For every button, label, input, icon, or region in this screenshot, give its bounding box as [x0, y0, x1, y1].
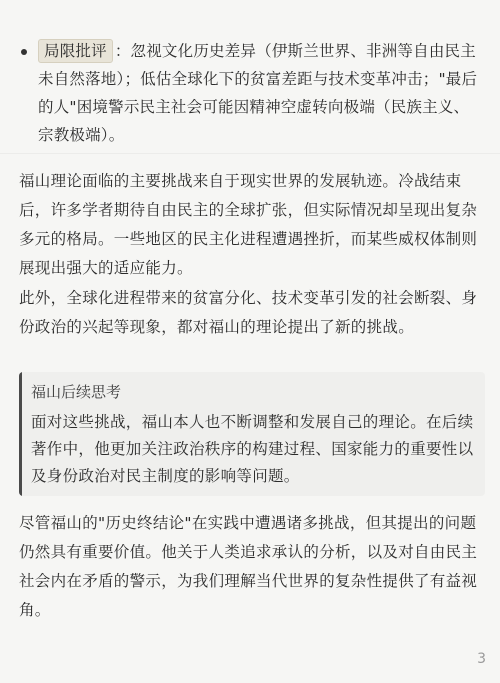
callout-body: 面对这些挑战，福山本人也不断调整和发展自己的理论。在后续著作中，他更加关注政治秩序的构建过程、国家能力的重要性以及身份政治对民主制度的影响等问题。	[31, 413, 474, 485]
paragraph-conclusion: 尽管福山的"历史终结论"在实践中遭遇诸多挑战，但其提出的问题仍然具有重要价值。他关于人类追求承认的分析，以及对自由民主社会内在矛盾的警示，为我们理解当代世界的复杂性提供了有益视角。	[19, 514, 478, 619]
highlight-tag: 局限批评	[38, 39, 113, 63]
callout-box	[19, 372, 485, 496]
page-number: 3	[477, 651, 486, 667]
bullet-dot-icon	[21, 49, 27, 55]
callout-accent-bar	[19, 372, 22, 496]
paragraph-globalization: 此外，全球化进程带来的贫富分化、技术变革引发的社会断裂、身份政治的兴起等现象，都对福山的理论提出了新的挑战。	[19, 289, 478, 336]
section-divider	[0, 153, 500, 154]
callout-title: 福山后续思考	[31, 383, 122, 401]
bullet-item-text: ：忽视文化历史差异（伊斯兰世界、非洲等自由民主未自然落地）；低估全球化下的贫富差距与技术变革冲击；"最后的人"困境警示民主社会可能因精神空虚转向极端（民族主义、宗教极端）。	[38, 42, 478, 144]
paragraph-challenges: 福山理论面临的主要挑战来自于现实世界的发展轨迹。冷战结束后，许多学者期待自由民主的全球扩张，但实际情况却呈现出复杂多元的格局。一些地区的民主化进程遭遇挫折，而某些威权体制则展现出强大的适应能力。	[19, 172, 478, 277]
bullet-item	[38, 37, 478, 149]
